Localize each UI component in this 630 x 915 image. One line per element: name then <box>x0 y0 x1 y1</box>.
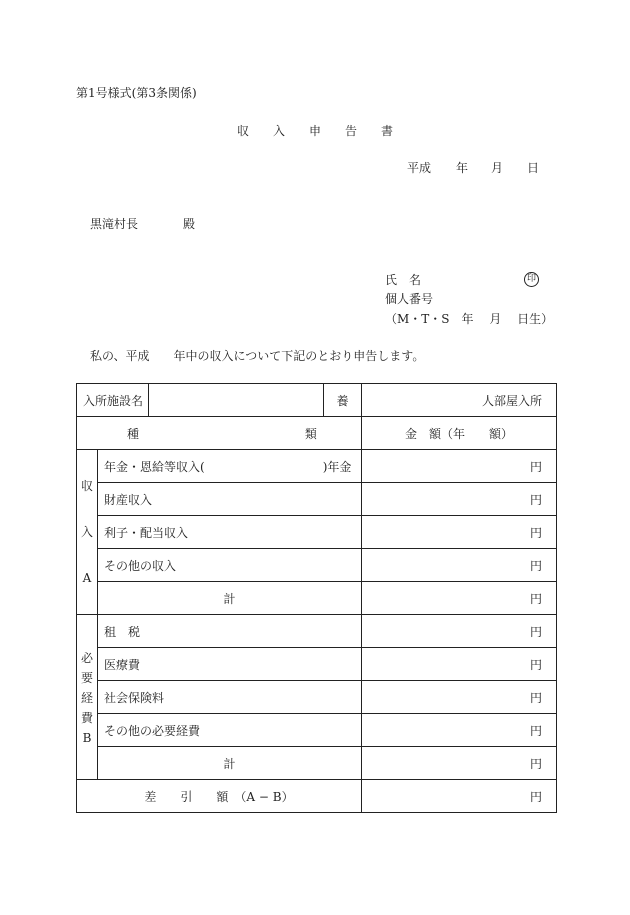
expense-group-char: 必 <box>80 651 93 665</box>
addressee-name: 黒滝村長 <box>90 217 139 231</box>
facility-name-field[interactable] <box>149 384 324 417</box>
yen-unit: 円 <box>530 492 543 507</box>
expense-group-label <box>77 615 98 780</box>
expense-group-char: 費 <box>80 711 93 725</box>
expense-group-char: 要 <box>80 671 93 685</box>
difference-label: 差 引 額 （A − B） <box>77 780 362 813</box>
expense-group-char: B <box>82 731 92 745</box>
care-label: 養 <box>324 384 362 417</box>
expense-row-social-insurance: 社会保険料 <box>98 681 362 714</box>
income-declaration-table <box>76 383 557 813</box>
yen-unit: 円 <box>530 657 543 672</box>
amount-header: 金 額（年 額） <box>362 417 557 450</box>
yen-unit: 円 <box>530 723 543 738</box>
expense-group-char: 経 <box>80 691 93 705</box>
income-total-label: 計 <box>98 582 362 615</box>
income-row-pension <box>98 450 362 483</box>
income-row-label: 年金・恩給等収入( <box>104 459 205 474</box>
yen-unit: 円 <box>530 756 543 771</box>
yen-unit: 円 <box>530 558 543 573</box>
expense-amount-social-insurance[interactable] <box>362 681 557 714</box>
income-group-char: 入 <box>80 525 93 539</box>
birth-date-line: （M・T・S 年 月 日生） <box>385 312 554 326</box>
income-row-interest: 利子・配当収入 <box>98 516 362 549</box>
income-total-amount[interactable] <box>362 582 557 615</box>
page-title: 収 入 申 告 書 <box>237 124 400 138</box>
income-amount-property[interactable] <box>362 483 557 516</box>
difference-amount[interactable] <box>362 780 557 813</box>
type-header-1: 種 <box>127 426 140 441</box>
type-header-2: 類 <box>304 426 317 441</box>
room-label: 人部屋入所 <box>482 393 543 408</box>
expense-amount-tax[interactable] <box>362 615 557 648</box>
facility-label: 入所施設名 <box>77 384 149 417</box>
yen-unit: 円 <box>530 525 543 540</box>
income-row-suffix: )年金 <box>322 459 352 474</box>
expense-row-other: その他の必要経費 <box>98 714 362 747</box>
expense-total-label: 計 <box>98 747 362 780</box>
form-number: 第1号様式(第3条関係) <box>76 86 197 100</box>
expense-row-tax: 租 税 <box>98 615 362 648</box>
yen-unit: 円 <box>530 789 543 804</box>
date-era: 平成 <box>407 161 432 175</box>
declaration-statement: 私の、平成 年中の収入について下記のとおり申告します。 <box>90 349 425 363</box>
income-group-char: 収 <box>80 479 93 493</box>
income-row-other: その他の収入 <box>98 549 362 582</box>
type-header <box>77 417 362 450</box>
income-amount-other[interactable] <box>362 549 557 582</box>
income-amount-interest[interactable] <box>362 516 557 549</box>
income-amount-pension[interactable] <box>362 450 557 483</box>
expense-amount-other[interactable] <box>362 714 557 747</box>
name-label: 氏 名 <box>385 273 422 287</box>
yen-unit: 円 <box>530 690 543 705</box>
yen-unit: 円 <box>530 624 543 639</box>
expense-total-amount[interactable] <box>362 747 557 780</box>
expense-amount-medical[interactable] <box>362 648 557 681</box>
income-group-char: A <box>82 571 92 585</box>
income-row-property: 財産収入 <box>98 483 362 516</box>
addressee-honorific: 殿 <box>183 217 196 231</box>
room-type-field[interactable] <box>362 384 557 417</box>
income-group-label <box>77 450 98 615</box>
expense-row-medical: 医療費 <box>98 648 362 681</box>
yen-unit: 円 <box>530 591 543 606</box>
yen-unit: 円 <box>530 459 543 474</box>
date-month: 月 <box>491 161 504 175</box>
date-day: 日 <box>527 161 540 175</box>
personal-number-label: 個人番号 <box>385 292 434 306</box>
date-year: 年 <box>456 161 469 175</box>
seal-mark: 印 <box>524 272 539 287</box>
